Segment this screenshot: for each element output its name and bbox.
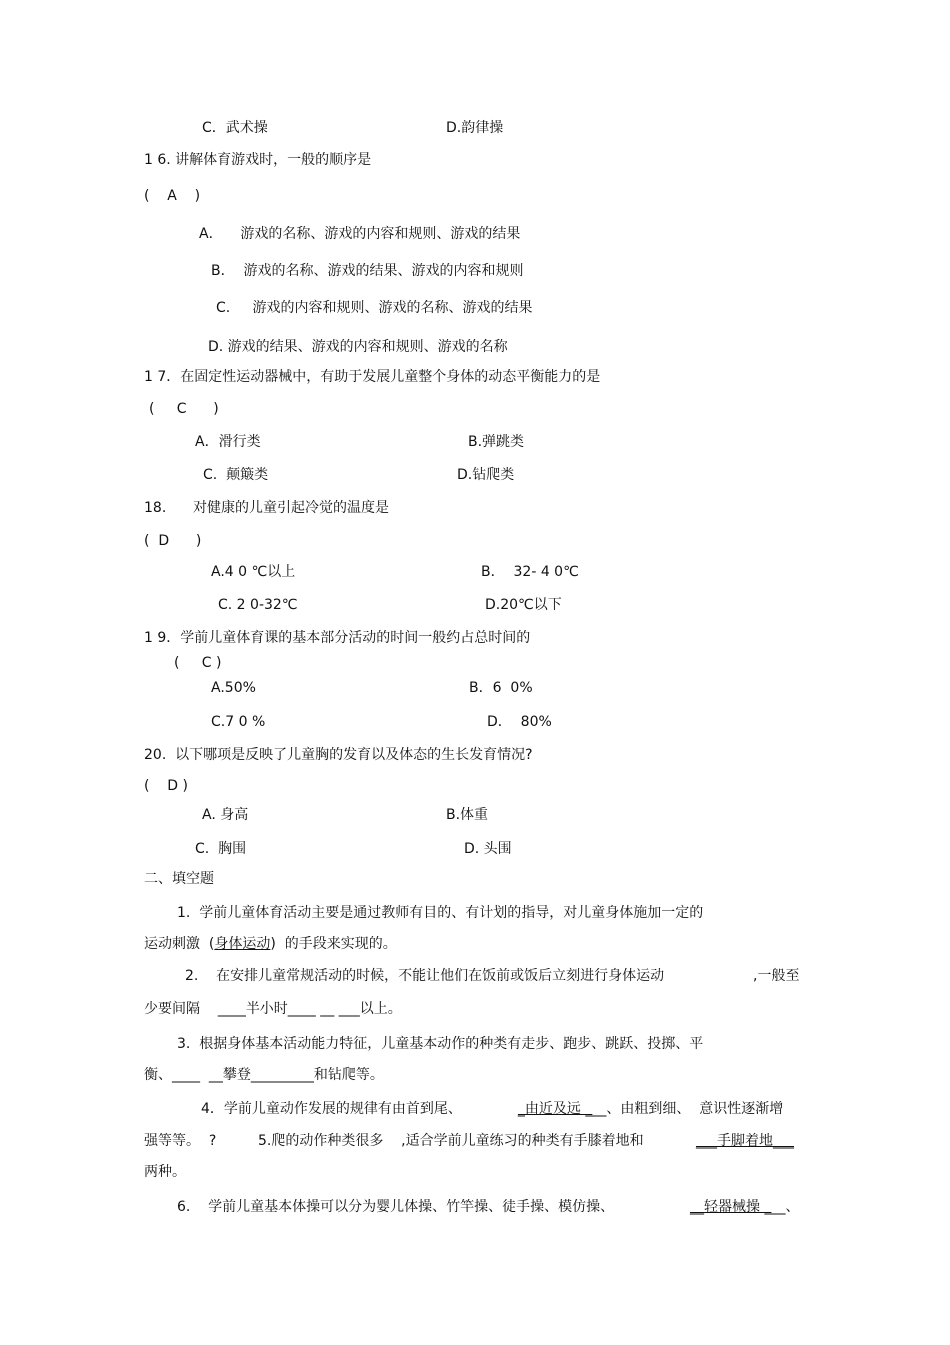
- fill6-answer-group: __轻器械操 ___、: [690, 1199, 800, 1215]
- fill1-line1: 1. 学前儿童体育活动主要是通过教师有目的、有计划的指导，对儿童身体施加一定的: [177, 905, 704, 921]
- fill1-answer: 身体运动: [214, 936, 271, 952]
- q17-option-a: A．滑行类: [195, 434, 261, 450]
- q18-option-a: A.4 0 ℃以上: [211, 564, 296, 580]
- fill3-answer: 攀登_________: [222, 1067, 314, 1083]
- fill3-line1: 3. 根据身体基本活动能力特征，儿童基本动作的种类有走步、跑步、跳跃、投掷、平: [177, 1036, 704, 1052]
- fill2-line2: 少要间隔 ____半小时____ __ ___以上。: [144, 1001, 402, 1017]
- q20-answer: ( D ): [144, 778, 188, 794]
- q18-option-d: D.20℃以下: [485, 597, 562, 613]
- fill6-line1: 6. 学前儿童基本体操可以分为婴儿体操、竹竿操、徒手操、模仿操、: [177, 1199, 615, 1215]
- q18-stem: 18. 对健康的儿童引起冷觉的温度是: [144, 500, 389, 516]
- q16-option-d: D. 游戏的结果、游戏的内容和规则、游戏的名称: [208, 339, 508, 355]
- section-title-fill-in: 二、填空题: [144, 871, 214, 887]
- q19-option-a: A.50%: [211, 680, 256, 696]
- fill3-line2: 衡、____ __攀登_________和钻爬等。: [144, 1067, 384, 1083]
- fill4-line2: 强等等。 ?: [144, 1133, 217, 1149]
- q19-option-b: B．6 0%: [469, 680, 533, 696]
- q15-option-c: C．武术操: [202, 120, 268, 136]
- q17-option-c: C. 颠簸类: [203, 467, 269, 483]
- q18-answer: ( D ): [144, 533, 202, 549]
- q20-option-d: D. 头围: [464, 841, 512, 857]
- fill2-answer: ____半小时____ __ __: [217, 1001, 353, 1017]
- fill5-answer: ___手脚着地___: [696, 1133, 794, 1149]
- q17-option-d: D.钻爬类: [457, 467, 515, 483]
- q18-option-b: B． 32- 4 0℃: [481, 564, 579, 580]
- q20-stem: 20. 以下哪项是反映了儿童胸的发育以及体态的生长发育情况?: [144, 747, 533, 763]
- q16-option-c: C. 游戏的内容和规则、游戏的名称、游戏的结果: [216, 300, 533, 316]
- fill4-line1: 4．学前儿童动作发展的规律有由首到尾、 _由近及远 ___、由粗到细、 意识性逐渐增: [201, 1101, 784, 1117]
- q18-option-c: C. 2 0-32℃: [218, 597, 298, 613]
- fill2-line1-tail: ,一般至: [753, 968, 800, 984]
- q17-option-b: B.弹跳类: [468, 434, 525, 450]
- q19-option-d: D． 80%: [487, 714, 552, 730]
- q20-option-c: C. 胸围: [195, 841, 247, 857]
- fill2-line1: 2. 在安排儿童常规活动的时候，不能让他们在饭前或饭后立刻进行身体运动: [185, 968, 665, 984]
- q15-option-d: D.韵律操: [446, 120, 504, 136]
- q16-stem: 1 6. 讲解体育游戏时，一般的顺序是: [144, 152, 372, 168]
- q20-option-a: A. 身高: [202, 807, 249, 823]
- fill1-line2: 运动刺激 (身体运动) 的手段来实现的。: [144, 936, 397, 952]
- q16-answer: ( A ): [144, 188, 201, 204]
- fill5-line3: 两种。: [144, 1164, 186, 1180]
- q17-answer: ( C ): [149, 401, 219, 417]
- q16-option-a: A． 游戏的名称、游戏的内容和规则、游戏的结果: [199, 226, 521, 242]
- q19-stem: 1 9．学前儿童体育课的基本部分活动的时间一般约占总时间的: [144, 630, 531, 646]
- fill5-text: 5.爬的动作种类很多 ,适合学前儿童练习的种类有手膝着地和: [258, 1133, 644, 1149]
- q16-option-b: B． 游戏的名称、游戏的结果、游戏的内容和规则: [211, 263, 524, 279]
- fill6-answer: __轻器械操 _: [690, 1199, 772, 1215]
- q19-answer: ( C ): [174, 655, 222, 671]
- q20-option-b: B.体重: [446, 807, 489, 823]
- q19-option-c: C.7 0 %: [211, 714, 266, 730]
- fill4-answer: _由近及远 _: [517, 1101, 593, 1117]
- q17-stem: 1 7．在固定性运动器械中，有助于发展儿童整个身体的动态平衡能力的是: [144, 369, 601, 385]
